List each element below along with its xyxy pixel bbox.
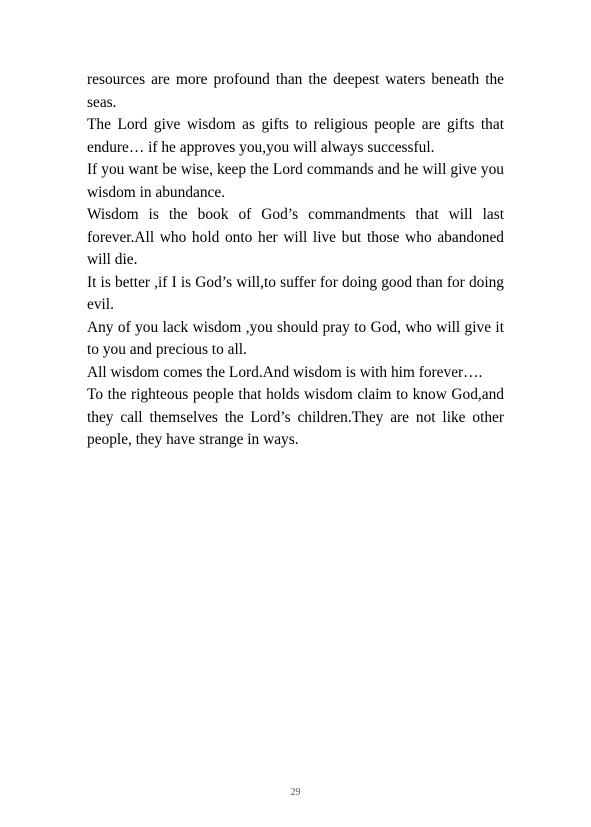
paragraph-7: All wisdom comes the Lord.And wisdom is with him forever…. xyxy=(87,363,483,381)
paragraph-2: The Lord give wisdom as gifts to religious people are gifts that endure… if he approves you,you will always successful. xyxy=(87,116,504,156)
paragraph-6: Any of you lack wisdom ,you should pray to God, who will give it to you and precious to all. xyxy=(87,318,504,358)
paragraph-1: resources are more profound than the deepest waters beneath the seas. xyxy=(87,71,504,111)
body-text xyxy=(87,69,504,452)
paragraph-4: Wisdom is the book of God’s commandments that will last forever.All who hold onto her will live but those who abandoned will die. xyxy=(87,206,504,268)
paragraph-8: To the righteous people that holds wisdom claim to know God,and they call themselves the Lord’s children.They are not like other people, they have strange in ways. xyxy=(87,386,504,448)
page-number: 29 xyxy=(290,787,301,798)
paragraph-5: It is better ,if I is God’s will,to suffer for doing good than for doing evil. xyxy=(87,273,504,313)
paragraph-3: If you want be wise, keep the Lord commands and he will give you wisdom in abundance. xyxy=(87,161,504,201)
